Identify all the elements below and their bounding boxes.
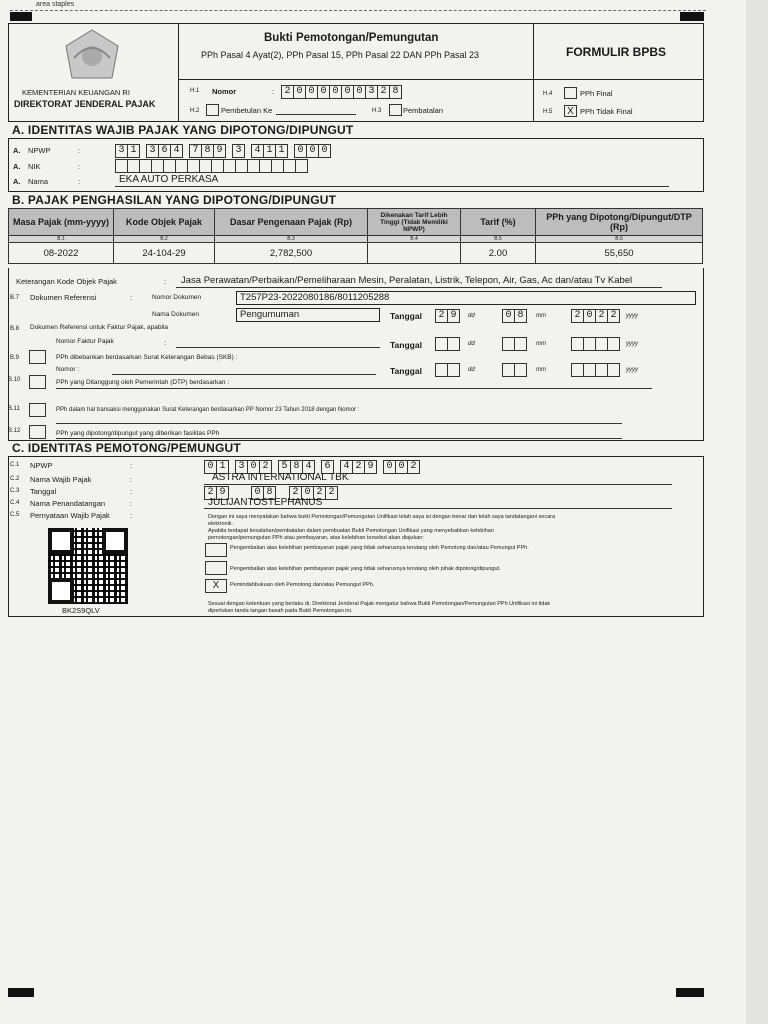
option-1-checkbox[interactable]: [205, 543, 227, 557]
digit-cell: 2: [281, 85, 294, 99]
colon: :: [164, 338, 167, 347]
code-b3: B.3: [215, 236, 368, 243]
pembetulan-line: [276, 114, 356, 115]
digit-cell: 1: [127, 144, 140, 158]
c2-label: Nama Wajib Pajak: [30, 475, 92, 484]
nomor-cells: [282, 85, 402, 99]
colon: :: [78, 177, 81, 186]
c2-value: ASTRA INTERNATIONAL TBK: [212, 472, 349, 483]
b10-label: PPh yang Ditanggung oleh Pemerintah (DTP) berdasarkan :: [56, 379, 230, 386]
digit-cell: 9: [213, 144, 226, 158]
b9-label: PPh dibebankan berdasarkan Surat Keterangan Bebas (SKB) :: [56, 354, 238, 361]
h3-code: H.3: [372, 108, 382, 114]
b12-code: B.12: [8, 428, 21, 434]
dok-yyyy-cells: [572, 309, 620, 323]
b8-tanggal-label: Tanggal: [390, 340, 422, 350]
digit-cell: 8: [263, 486, 276, 500]
a-npwp-label: NPWP: [28, 146, 51, 155]
fasilitas-checkbox[interactable]: [29, 425, 46, 439]
digit-cell: 2: [571, 309, 584, 323]
b11-label: PPh dalam hal transaksi menggunakan Surat Keterangan berdasarkan PP Nomor 23 Tahun 2018 dengan Nomor :: [56, 407, 360, 413]
mm-label: mm: [536, 367, 546, 373]
b10-code: B.10: [8, 377, 21, 383]
a-nama-code: A.: [13, 177, 21, 186]
h1-label: Nomor: [212, 87, 237, 96]
pembetulan-checkbox[interactable]: [206, 104, 219, 116]
a-nama-line: [115, 186, 669, 187]
digit-cell: 0: [306, 144, 319, 158]
qr-code-text: BK2S9QLV: [62, 606, 100, 615]
mm-label: mm: [536, 313, 546, 319]
b7-label: Dokumen Referensi: [30, 293, 97, 302]
form-title: Bukti Pemotongan/Pemungutan: [264, 32, 439, 44]
digit-cell: 2: [595, 309, 608, 323]
h4-code: H.4: [543, 91, 553, 97]
digit-cell: 4: [302, 460, 315, 474]
b8-nomor-label: Nomor Faktur Pajak: [56, 338, 114, 345]
th-tarif-lebih-tinggi: Dikenakan Tarif Lebih Tinggi (Tidak Memiliki NPWP): [368, 209, 461, 236]
digit-cell: 2: [407, 460, 420, 474]
masa-pajak-value: 08-2022: [9, 243, 114, 264]
h1-code: H.1: [190, 88, 200, 94]
colon: :: [164, 277, 167, 286]
digit-cell: 0: [353, 85, 366, 99]
b8-code: B.8: [10, 326, 20, 332]
colon: :: [130, 499, 133, 508]
c1-code: C.1: [10, 462, 20, 468]
th-kode-objek: Kode Objek Pajak: [114, 209, 215, 236]
corner-mark: [10, 12, 32, 21]
code-b1: B.1: [9, 236, 114, 243]
yyyy-label: yyyy: [626, 367, 638, 373]
b9-dd-cells: [436, 363, 460, 377]
b9-yyyy-cells: [572, 363, 620, 377]
colon: :: [130, 461, 133, 470]
c4-code: C.4: [10, 500, 20, 506]
digit-cell: 4: [251, 144, 264, 158]
c5-label: Pernyataan Wajib Pajak: [30, 511, 110, 520]
h2-label: Pembetulan Ke: [221, 106, 273, 115]
digit-cell: 0: [301, 486, 314, 500]
digit-cell: 6: [321, 460, 334, 474]
digit-cell: 2: [352, 460, 365, 474]
code-b5: B.5: [461, 236, 536, 243]
digit-cell: 2: [259, 460, 272, 474]
top-dashed-line: [10, 10, 706, 11]
digit-cell: 0: [395, 460, 408, 474]
colon: :: [78, 146, 81, 155]
skb-checkbox[interactable]: [29, 350, 46, 364]
b10-line: [56, 388, 652, 389]
code-b4: B.4: [368, 236, 461, 243]
corner-mark: [676, 988, 704, 997]
digit-cell: 2: [313, 486, 326, 500]
dtp-checkbox[interactable]: [29, 375, 46, 389]
statement-2: Apabila terdapat kesalahan/pembatalan dalam pembuatan Bukti Pemotongan Unifikasi yang menyebabkan kelebihan pemotongan/pemungutan PPh atau pembayaran, atas kelebihan tersebut akan diajukan:: [208, 528, 494, 541]
code-b2: B.2: [114, 236, 215, 243]
b11-line: [56, 423, 622, 424]
digit-cell: 0: [329, 85, 342, 99]
digit-cell: 8: [389, 85, 402, 99]
digit-cell: 3: [115, 144, 128, 158]
th-pph: PPh yang Dipotong/Dipungut/DTP (Rp): [536, 209, 703, 236]
dok-mm-cells: [503, 309, 527, 323]
digit-cell: 2: [377, 85, 390, 99]
section-a-box: [8, 138, 704, 192]
dpp-value: 2,782,500: [215, 243, 368, 264]
digit-cell: 5: [278, 460, 291, 474]
b7-code: B.7: [10, 295, 20, 301]
qr-code: [48, 528, 128, 604]
nama-dok-label: Nama Dokumen: [152, 311, 199, 318]
b8-yyyy-cells: [572, 337, 620, 351]
b9-mm-cells: [503, 363, 527, 377]
yyyy-label: yyyy: [626, 341, 638, 347]
digit-cell: 2: [325, 486, 338, 500]
b9-nomor-label: Nomor :: [56, 366, 80, 373]
b9-line: [112, 374, 376, 375]
statement-1: Dengan ini saya menyatakan bahwa bukti Pemotongan/Pemungutan Unifikasi telah saya isi dengan benar dan telah saya tandatangani secara elektronik.: [208, 514, 556, 527]
digit-cell: 6: [158, 144, 171, 158]
b8-label: Dokumen Referensi untuk Faktur Pajak, apabila: [30, 324, 169, 331]
digit-cell: 8: [290, 460, 303, 474]
digit-cell: 0: [305, 85, 318, 99]
digit-cell: 0: [502, 309, 515, 323]
b11-code: B.11: [8, 406, 20, 412]
dd-label: dd: [468, 341, 475, 347]
digit-cell: 8: [514, 309, 527, 323]
th-tarif: Tarif (%): [461, 209, 536, 236]
garuda-logo: [60, 28, 124, 84]
digit-cell: 0: [204, 460, 217, 474]
c1-label: NPWP: [30, 461, 53, 470]
mm-label: mm: [536, 341, 546, 347]
a-nik-cells: [116, 159, 308, 173]
h3-label: Pembatalan: [403, 106, 444, 115]
digit-cell: 0: [247, 460, 260, 474]
nomor-dok-value: T257P23-2022080186/8011205288: [240, 292, 390, 303]
digit-cell: 9: [216, 486, 229, 500]
option-2-text: Pengembalian atas kelebihan pembayaran pajak yang tidak seharusnya terutang oleh pihak dipotong/dipungut.: [230, 566, 501, 572]
pph-tidak-final-checkbox[interactable]: X: [564, 105, 577, 117]
colon: :: [130, 475, 133, 484]
digit-cell: 2: [607, 309, 620, 323]
colon: :: [130, 293, 133, 302]
digit-cell: 2: [435, 309, 448, 323]
a-nama-value: EKA AUTO PERKASA: [119, 174, 219, 185]
b12-label: PPh yang dipotong/dipungut yang diberikan fasilitas PPh: [56, 430, 220, 437]
option-3-text: Pemindahbukuan oleh Pemotong dan/atau Pemungut PPh.: [230, 582, 375, 588]
h5-label: PPh Tidak Final: [580, 107, 633, 116]
keterangan-label: Keterangan Kode Objek Pajak: [16, 277, 117, 286]
keterangan-value: Jasa Perawatan/Perbaikan/Pemeliharaan Mesin, Peralatan, Listrik, Telepon, Air, Gas, Ac dan/atau Tv Kabel: [181, 275, 633, 286]
colon: :: [78, 162, 81, 171]
corner-mark: [8, 988, 34, 997]
pph-table: [8, 208, 703, 264]
dd-label: dd: [468, 367, 475, 373]
nama-dok-value: Pengumuman: [240, 309, 300, 320]
staple-note: area staples: [36, 1, 75, 8]
c4-value: JULIJANTOSTEPHANUS: [208, 497, 323, 508]
digit-cell: 3: [365, 85, 378, 99]
digit-cell: 0: [583, 309, 596, 323]
kode-objek-value: 24-104-29: [114, 243, 215, 264]
pph-final-checkbox[interactable]: [564, 87, 577, 99]
b8-dd-cells: [436, 337, 460, 351]
option-1-text: Pengembalian atas kelebihan pembayaran pajak yang tidak seharusnya terutang oleh Pemotong dan/atau Pemungut PPh.: [230, 545, 529, 551]
digit-cell: 4: [340, 460, 353, 474]
digit-cell: 9: [364, 460, 377, 474]
a-nik-label: NIK: [28, 162, 41, 171]
form-subtitle: PPh Pasal 4 Ayat(2), PPh Pasal 15, PPh Pasal 22 DAN PPh Pasal 23: [201, 50, 479, 60]
code-b6: B.6: [536, 236, 703, 243]
digit-cell: 0: [294, 144, 307, 158]
c3-label: Tanggal: [30, 487, 57, 496]
digit-cell: 4: [170, 144, 183, 158]
c2-code: C.2: [10, 476, 20, 482]
dd-label: dd: [468, 313, 475, 319]
section-b-title: B. PAJAK PENGHASILAN YANG DIPOTONG/DIPUNGUT: [12, 193, 337, 207]
th-masa-pajak: Masa Pajak (mm-yyyy): [9, 209, 114, 236]
a-nama-label: Nama: [28, 177, 49, 186]
colon: :: [130, 487, 133, 496]
keterangan-line: [176, 287, 662, 288]
digit-cell: 3: [235, 460, 248, 474]
th-dpp: Dasar Pengenaan Pajak (Rp): [215, 209, 368, 236]
a-npwp-code: A.: [13, 146, 21, 155]
pp23-checkbox[interactable]: [29, 403, 46, 417]
digit-cell: 1: [263, 144, 276, 158]
directorate-name: DIREKTORAT JENDERAL PAJAK: [14, 99, 156, 109]
tarif-value: 2.00: [461, 243, 536, 264]
digit-cell: 0: [383, 460, 396, 474]
b9-tanggal-label: Tanggal: [390, 366, 422, 376]
option-2-checkbox[interactable]: [205, 561, 227, 575]
digit-cell: 2: [204, 486, 217, 500]
digit-cell: 2: [289, 486, 302, 500]
b8-line: [176, 347, 380, 348]
digit-cell: 0: [317, 85, 330, 99]
a-nik-code: A.: [13, 162, 21, 171]
pembatalan-checkbox[interactable]: [389, 104, 402, 116]
section-c-title: C. IDENTITAS PEMOTONG/PEMUNGUT: [12, 441, 241, 455]
form-name: FORMULIR BPBS: [566, 45, 666, 59]
h5-code: H.5: [543, 109, 553, 115]
nomor-dok-label: Nomor Dokumen: [152, 294, 202, 301]
digit-cell: 7: [189, 144, 202, 158]
c4-label: Nama Penandatangan: [30, 499, 106, 508]
colon: :: [130, 511, 133, 520]
corner-mark: [680, 12, 704, 21]
pph-value: 55,650: [536, 243, 703, 264]
digit-cell: 0: [293, 85, 306, 99]
digit-cell: [295, 159, 308, 173]
b8-mm-cells: [503, 337, 527, 351]
option-3-checkbox[interactable]: X: [205, 579, 227, 593]
digit-cell: 3: [232, 144, 245, 158]
paper-edge: [746, 0, 768, 1024]
h2-code: H.2: [190, 108, 200, 114]
digit-cell: 9: [447, 309, 460, 323]
tanggal-label: Tanggal: [390, 311, 422, 321]
ministry-name: KEMENTERIAN KEUANGAN RI: [22, 88, 130, 97]
yyyy-label: yyyy: [626, 313, 638, 319]
c4-line: [204, 508, 672, 509]
digit-cell: 1: [216, 460, 229, 474]
tarif-lebih-tinggi-value: [368, 243, 461, 264]
dok-dd-cells: [436, 309, 460, 323]
digit-cell: 8: [201, 144, 214, 158]
b9-code: B.9: [10, 355, 20, 361]
section-a-title: A. IDENTITAS WAJIB PAJAK YANG DIPOTONG/DIPUNGUT: [12, 123, 354, 137]
c2-line: [204, 484, 672, 485]
digit-cell: 3: [146, 144, 159, 158]
c5-code: C.5: [10, 512, 20, 518]
a-npwp-cells: [116, 144, 331, 158]
digit-cell: 1: [275, 144, 288, 158]
digit-cell: 0: [341, 85, 354, 99]
footer-note: Sesuai dengan ketentuan yang berlaku di, Direktorat Jenderal Pajak mengatur bahwa Bukti Pemotongan/Pemungutan PPh Unifikasi ini tidak diperlukan tanda tangan basah pada Bukti Pemotongan ini.: [208, 601, 551, 614]
c3-code: C.3: [10, 488, 20, 494]
colon: :: [272, 87, 275, 96]
b12-line: [56, 438, 622, 439]
h4-label: PPh Final: [580, 89, 613, 98]
digit-cell: 0: [318, 144, 331, 158]
digit-cell: 0: [251, 486, 264, 500]
